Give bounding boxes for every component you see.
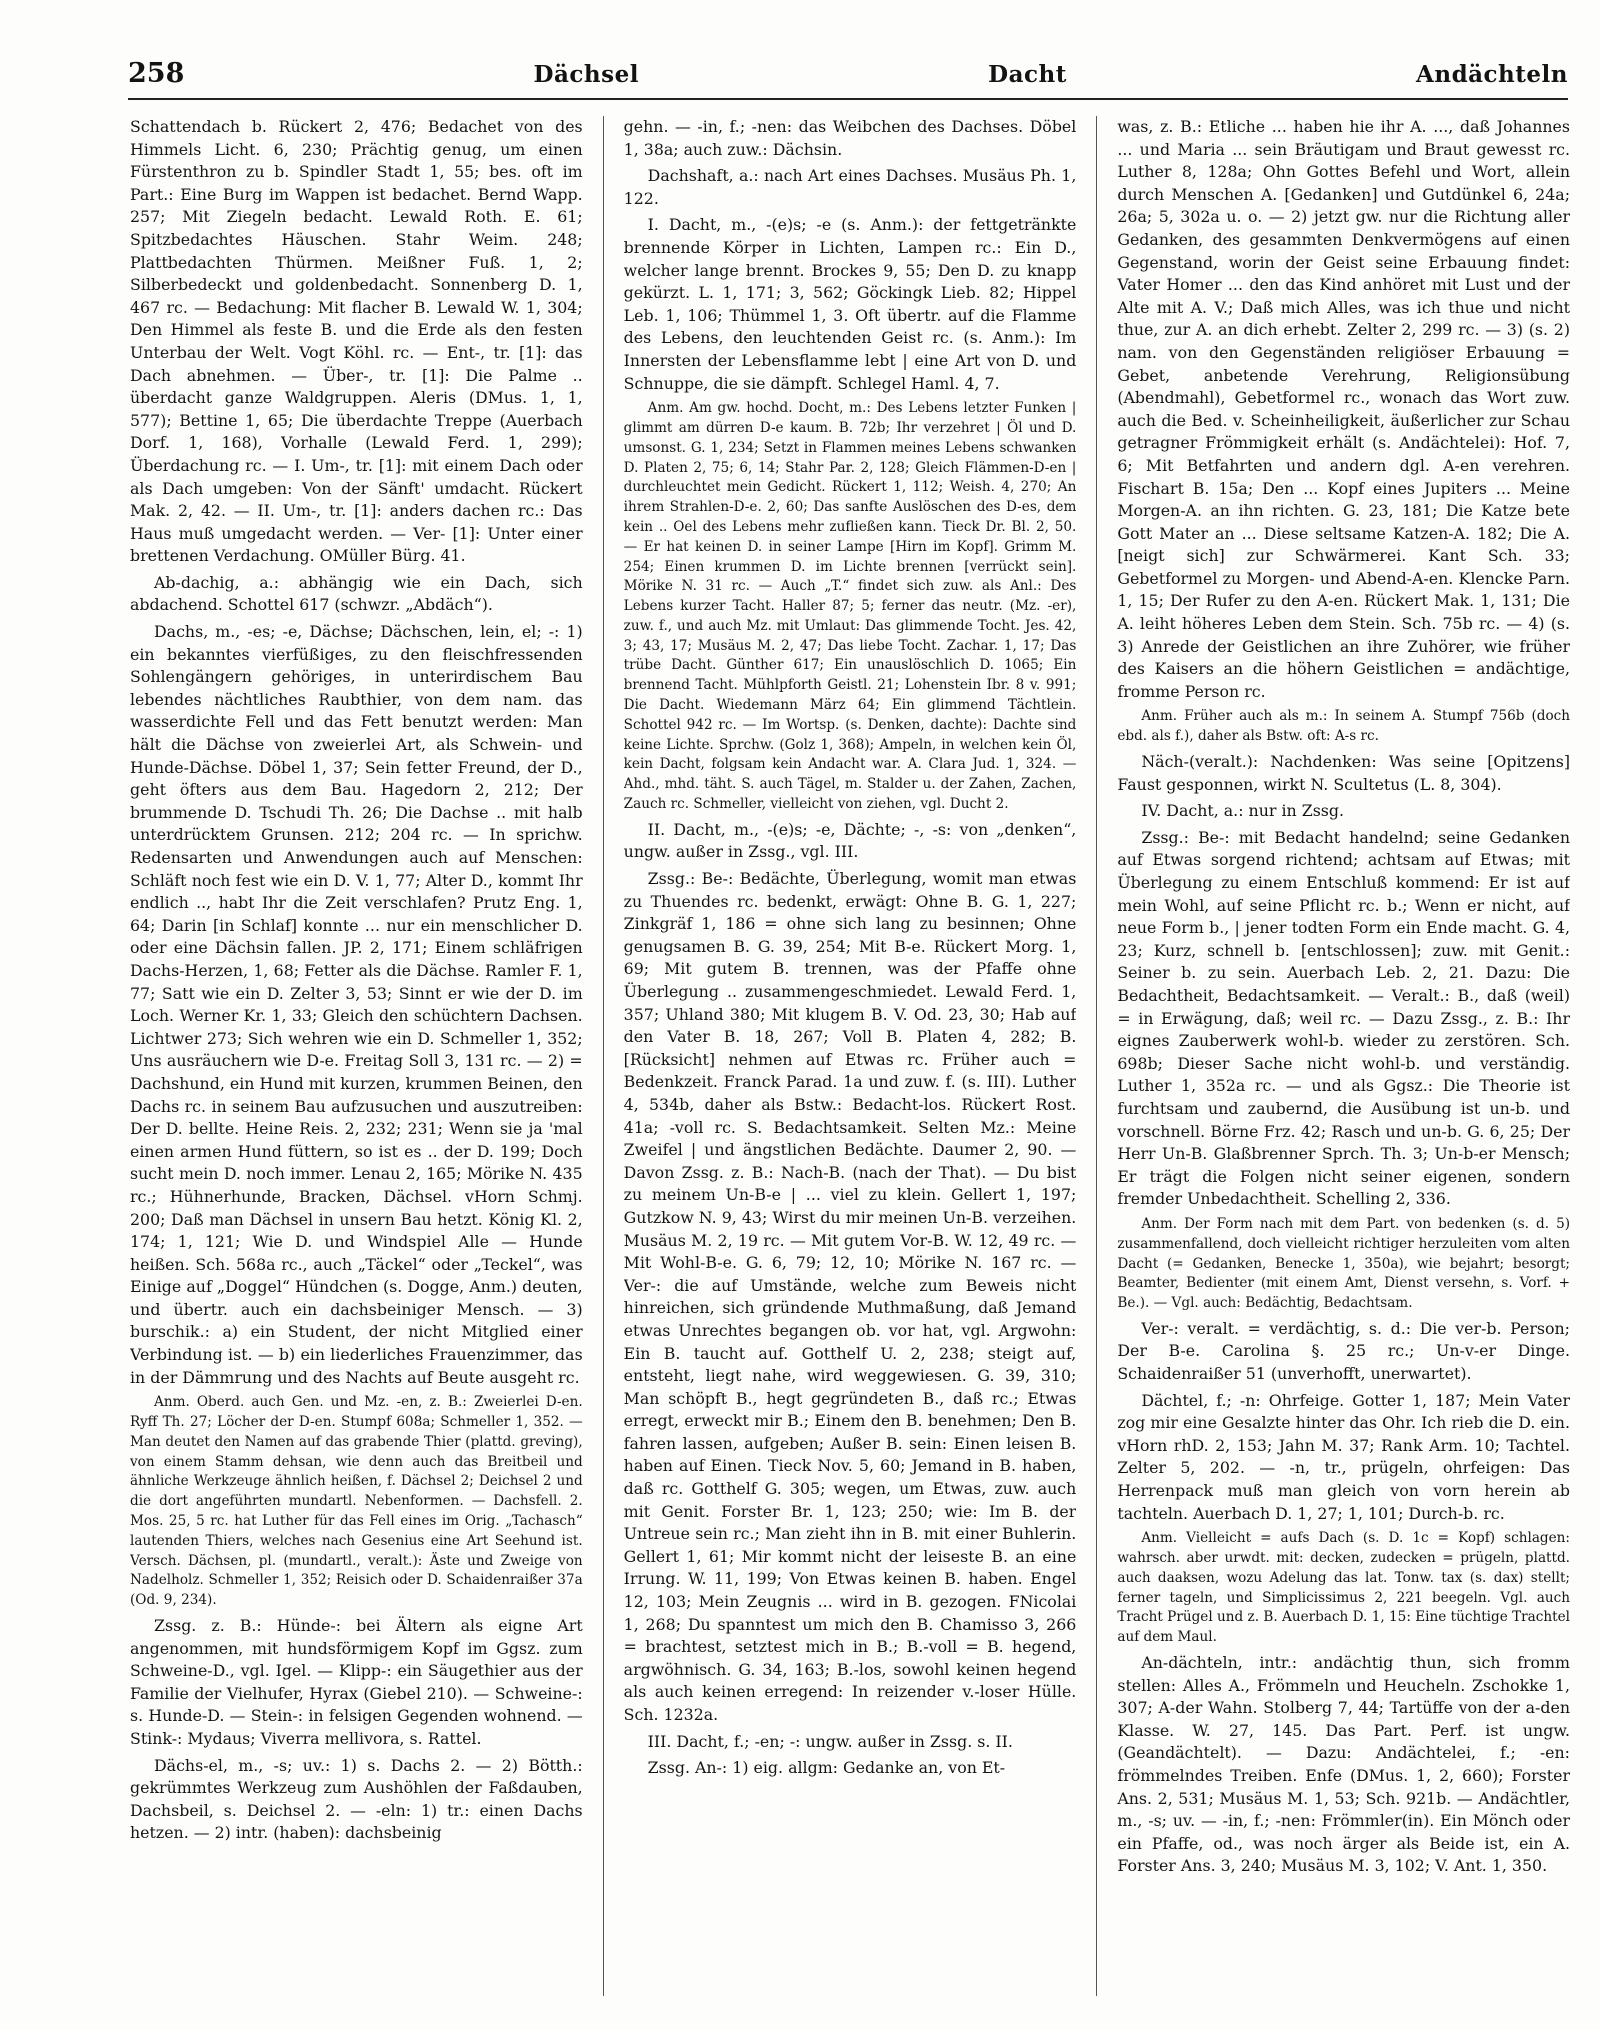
dictionary-entry: Dächs-el, m., -s; uv.: 1) s. Dachs 2. — 2) Bötth.: gekrümmtes Werkzeug zum Aushöhlen der Faßdauben, Dachsbeil, s. Deichsel 2. — -eln: 1) tr.: einen Dachs hetzen. — 2) intr. (haben): dachsbeinig: [130, 1755, 583, 1843]
annotation-note: Anm. Der Form nach mit dem Part. von bedenken (s. d. 5) zusammenfallend, doch vielleicht richtiger herzuleiten vom alten Dacht (= Gedanken, Benecke 1, 350a), wie bejahrt; besorgt; Beamter, Bedienter (mit einem Amt, Dienst versehn, s. Vorf. + Be.). — Vgl. auch: Bedächtig, Bedachtsam.: [1117, 1215, 1571, 1312]
dictionary-entry: III. Dacht, f.; -en; -: ungw. außer in Zssg. s. II.: [647, 1731, 1013, 1751]
dictionary-entry: Dächtel, f.; -n: Ohrfeige. Gotter 1, 187; Mein Vater zog mir eine Gesalzte hinter das Ohr. Ich rieb die D. ein. vHorn rhD. 2, 153; Jahn M. 37; Rank Arm. 10; Tachtel. Zelter 5, 202. — -n, tr., prügeln, ohrfeigen: Das Herrenpack muß man gleich von vorn herein ab tachteln. Auerbach D. 1, 27; 1, 101; Durch-b. rc.: [1117, 1390, 1571, 1523]
entry-continuation: Schattendach b. Rückert 2, 476; Bedachet von des Himmels Licht. 6, 230; Prächtig genug, um einen Fürstenthron zu b. Spindler Stadt 1, 55; bes. oft im Part.: Eine Burg im Wappen ist bedachet. Bernd Wapp. 257; Mit Ziegeln bedacht. Lewald Roth. E. 61; Spitzbedachtes Häuschen. Stahr Weim. 248; Plattbedachten Thürmen. Meißner Fuß. 1, 2; Silberbedeckt und goldenbedacht. Sonnenberg D. 1, 467 rc. — Bedachung: Mit flacher B. Lewald W. 1, 304; Den Himmel als feste B. und die Erde als den festen Unterbau der Welt. Vogt Köhl. rc. — Ent-, tr. [1]: das Dach abnehmen. — Über-, tr. [1]: Die Palme .. überdacht ganze Waldgruppen. Aleris (DMus. 1, 1, 577); Bettine 1, 65; Die überdachte Treppe (Auerbach Dorf. 1, 168), Vorhalle (Lewald Ferd. 1, 299); Überdachung rc. — I. Um-, tr. [1]: mit einem Dach oder als Dach umgeben: Von der Sänft' umdacht. Rückert Mak. 2, 42. — II. Um-, tr. [1]: anders dachen rc.: Das Haus muß umgedacht werden. — Ver- [1]: Unter einer brettenen Verdachung. OMüller Bürg. 41.: [130, 117, 583, 566]
column-middle: [624, 116, 1077, 1996]
dictionary-entry: Zssg.: Be-: mit Bedacht handelnd; seine Gedanken auf Etwas sorgend richtend; achtsam auf Etwas; mit Überlegung zu einem Entschluß kommend: Er ist auf mein Wohl, auf seine Pflicht rc. b.; Wenn er nicht, auf neue Form b., | jener todten Form ein Ende macht. G. 4, 23; Kurz, schnell b. [entschlossen]; zuw. mit Genit.: Seiner b. zu sein. Auerbach Leb. 2, 21. Dazu: Die Bedachtheit, Bedachtsamkeit. — Veralt.: B., daß (weil) = in Erwägung, daß; weil rc. — Dazu Zssg., z. B.: Ihr eignes Zauberwerk wohl-b. wieder zu zerstören. Sch. 698b; Dieser Sache nicht wohl-b. und verständig. Luther 1, 352a rc. — und als Ggsz.: Die Theorie ist furchtsam und zaubernd, die Ausübung ist un-b. und vorschnell. Börne Frz. 42; Rasch und un-b. G. 6, 25; Der Herr Un-B. Glaßbrenner Sprch. Th. 3; Un-b-er Mensch; Er trägt die Folgen nicht seiner eigenen, sondern fremder Unbedachtheit. Schelling 2, 336.: [1117, 827, 1571, 1209]
dictionary-entry: Zssg.: Be-: Bedächte, Überlegung, womit man etwas zu Thuendes rc. bedenkt, erwägt: Ohne B. G. 1, 227; Zinkgräf 1, 186 = ohne sich lang zu besinnen; Ohne genugsamen B. G. 39, 254; Mit B-e. Rückert Morg. 1, 69; Mit gutem B. trennen, was der Pfaffe ohne Überlegung .. zusammengeschmiedet. Lewald Ferd. 1, 357; Uhland 380; Mit klugem B. V. Od. 23, 30; Hab auf den Vater B. 18, 267; Voll B. Platen 4, 282; B. [Rücksicht] nehmen auf Etwas rc. Früher auch = Bedenkzeit. Franck Parad. 1a und zuw. f. (s. III). Luther 4, 534b, daher als Bstw.: Bedacht-los. Rückert Rost. 41a; -voll rc. S. Bedachtsamkeit. Selten Mz.: Meine Zweifel | und ängstlichen Bedächte. Daumer 2, 90. — Davon Zssg. z. B.: Nach-B. (nach der That). — Du bist zu meinem Un-B-e | ... viel zu klein. Gellert 1, 197; Gutzkow N. 9, 43; Wirst du mir meinen Un-B. verzeihen. Musäus M. 2, 19 rc. — Mit gutem Vor-B. W. 12, 49 rc. — Mit Wohl-B-e. G. 6, 79; 12, 10; Mörike N. 167 rc. — Ver-: die auf Umstände, welche zum Beweis nicht hinreichen, sich gründende Muthmaßung, daß Jemand etwas Unrechtes begangen ob. vor hat, vgl. Argwohn: Ein B. taucht auf. Gotthelf U. 2, 238; steigt auf, entsteht, liegt nahe, wird weggewiesen. G. 39, 310; Man schöpft B., hegt gegründeten B., daß rc.; Etwas erregt, erweckt mir B.; Einem den B. benehmen; Den B. fahren lassen, aufgeben; Außer B. sein: Einen leisen B. haben auf Einen. Tieck Nov. 5, 60; Jemand in B. haben, daß rc. Gotthelf G. 305; wegen, um Etwas, zuw. auch mit Genit. Forster Br. 1, 123; 250; wie: Im B. der Untreue sein rc.; Man zieht ihn in B. mit einer Buhlerin. Gellert 1, 61; Mir kommt nicht der leiseste B. an eine Irrung. W. 11, 199; Von Etwas keinen B. haben. Engel 12, 103; Mein Zeugnis ... wird in B. gezogen. FNicolai 1, 268; Du spanntest um mich den B. Chamisso 3, 266 = brachtest, setztest mich in B.; B.-voll = B. hegend, argwöhnisch. G. 34, 163; B.-los, sowohl keinen hegend als auch keinen erregend: In reizender v.-loser Hülle. Sch. 1232a.: [623, 869, 1077, 1725]
annotation-note: Anm. Am gw. hochd. Docht, m.: Des Lebens letzter Funken | glimmt am dürren D-e kaum. B. 72b; Ihr verzehret | Öl und D. umsonst. G. 1, 234; Setzt in Flammen meines Lebens schwanken D. Platen 2, 75; 6, 14; Stahr Par. 2, 128; Gleich Flämmen-D-en | durchleuchtet mein Gedicht. Rückert 1, 112; Weish. 4, 270; An ihrem Strahlen-D-e. 2, 60; Das sanfte Auslöschen des D-es, dem kein .. Oel des Lebens mehr zufließen kann. Tieck Dr. Bl. 2, 50. — Er hat keinen D. in seiner Lampe [Hirn im Kopf]. Grimm M. 254; Einen krummen D. im Lichte brennen [verrückt sein]. Mörike N. 31 rc. — Auch „T.“ findet sich zuw. als Anl.: Des Lebens kurzer Tacht. Haller 87; 5; ferner das neutr. (Mz. -er), zuw. f., und auch Mz. mit Umlaut: Das glimmende Tocht. Jes. 42, 3; 43, 17; Musäus M. 2, 47; Das liebe Tocht. Zachar. 1, 17; Das trübe Dacht. Günther 617; Ein unauslöschlich D. 1065; Ein brennend Tacht. Mühlpforth Geistl. 21; Lohenstein Ibr. 8 v. 991; Die Dacht. Wiedemann März 64; Ein glimmend Tächtlein. Schottel 942 rc. — Im Wortsp. (s. Denken, dachte): Dachte sind keine Lichte. Sprchw. (Golz 1, 368); Ampeln, in welchen kein Öl, kein Dacht, folgsam kein Andacht war. A. Clara Jud. 1, 324. — Ahd., mhd. täht. S. auch Tägel, m. Stalder u. der Zahen, Zachen, Zauch rc. Schmeller, vielleicht von ziehen, vgl. Ducht 2.: [623, 400, 1077, 813]
column-right: [1117, 116, 1570, 1996]
running-head-left: Dächsel: [533, 61, 639, 88]
column-left: [130, 116, 583, 1996]
dictionary-entry: Dachs, m., -es; -e, Dächse; Dächschen, lein, el; -: 1) ein bekanntes vierfüßiges, zu den fleischfressenden Sohlengängern gehöriges, in unterirdischem Bau lebendes nächtliches Raubthier, von dem nam. das wasserdichte Fell und das Fett benutzt werden: Man hält die Dächse von zweierlei Art, als Schwein- und Hunde-Dächse. Döbel 1, 37; Sein fetter Freund, der D., geht öfters aus dem Bau. Hagedorn 2, 212; Der brummende D. Tschudi Th. 26; Die Dachse .. mit halb unterdrücktem Grunsen. 212; 204 rc. — In sprichw. Redensarten und Anwendungen auch auf Menschen: Schläft noch fest wie ein D. V. 1, 77; Alter D., kommt Ihr endlich .., habt Ihr die Zeit verschlafen? Prutz Eng. 1, 64; Darin [in Schlaf] konnte ... nur ein menschlicher D. oder eine Dächsin fallen. JP. 2, 171; Einem schläfrigen Dachs-Herzen, 1, 68; Fetter als die Dächse. Ramler F. 1, 77; Satt wie ein D. Zelter 3, 53; Sinnt er wie der D. im Loch. Werner Kr. 1, 33; Gleich den schüchtern Dachsen. Lichtwer 273; Sich wehren wie ein D. Schmeller 1, 352; Uns ausräuchern wie D-e. Freitag Soll 3, 131 rc. — 2) = Dachshund, ein Hund mit kurzen, krummen Beinen, den Dachs rc. in seinem Bau aufzusuchen und auszutreiben: Der D. bellte. Heine Reis. 2, 232; 231; Wenn sie ja 'mal einen armen Hund füttern, so ist es .. der D. 199; Doch sucht mein D. noch immer. Lenau 2, 165; Mörike N. 435 rc.; Hühnerhunde, Bracken, Dächsel. vHorn Schmj. 200; Daß man Dächsel in unsern Bau hetzt. König Kl. 2, 174; 1, 121; Wie D. und Windspiel Alle — Hunde heißen. Sch. 568a rc., auch „Täckel“ oder „Teckel“, was Einige auf „Doggel“ Hündchen (s. Dogge, Anm.) deuten, und übertr. auch ein dachsbeiniger Mensch. — 3) burschik.: a) ein Student, der nicht Mitglied einer Verbindung ist. — b) ein liederliches Frauenzimmer, das in der Dämmrung und des Nachts auf Beute ausgeht rc.: [130, 622, 583, 1387]
dictionary-entry: Ab-dachig, a.: abhängig wie ein Dach, sich abdachend. Schottel 617 (schwzr. „Abdäch“).: [130, 572, 583, 615]
dictionary-entry: IV. Dacht, a.: nur in Zssg.: [1141, 801, 1345, 821]
entry-continuation: was, z. B.: Etliche ... haben hie ihr A. ..., daß Johannes ... und Maria ... sein Bräutigam und Braut gewesst rc. Luther 8, 128a; Ohn Gottes Befehl und Wort, allein durch Menschen A. [Gedanken] und Gutdünkel 6, 24a; 26a; 5, 302a u. o. — 2) jetzt gw. nur die Richtung aller Gedanken, des gesammten Denkvermögens auf einen Gegenstand, worin der Geist seine Erbauung findet: Vater Homer ... den das Kind anhöret mit Lust und der Alte mit A. V.; Daß mich Alles, was ich thue und nicht thue, zur A. an dich erhebt. Zelter 2, 299 rc. — 3) (s. 2) nam. von den Gegenständen religiöser Erbauung = Gebet, anbetende Verehrung, Religionsübung (Abendmahl), Gebetformel rc., wonach das Wort zuw. auch die Bed. v. Scheinheiligkeit, äußerlicher zur Schau getragner Frömmigkeit erhält (s. Andächtelei): Hof. 7, 6; Mit Betfahrten und andern dgl. A-en verehren. Fischart B. 15a; Den ... Kopf eines Jupiters ... Meine Morgen-A. an ihn richten. G. 23, 181; Die Katze bete Gott Mater an ... Diese seltsame Katzen-A. 182; Die A. [neigt sich] zur Schwärmerei. Kant Sch. 33; Gebetformel zu Morgen- und Abend-A-en. Klencke Parn. 1, 15; Der Rufer zu den A-en. Rückert Mak. 1, 131; Die A. leiht höheres Leben dem Stein. Sch. 75b rc. — 4) (s. 3) Anrede der Geistlichen an ihre Zuhörer, wie früher des Kaisers an die höhern Geistlichen = andächtige, fromme Person rc.: [1117, 117, 1571, 701]
annotation-note: Anm. Früher auch als m.: In seinem A. Stumpf 756b (doch ebd. als f.), daher als Bstw. oft: A-s rc.: [1117, 708, 1571, 745]
dictionary-entry: Ver-: veralt. = verdächtig, s. d.: Die ver-b. Person; Der B-e. Carolina §. 25 rc.; Un-v-er Dinge. Schaidenraißer 51 (unverhofft, unerwartet).: [1117, 1318, 1571, 1384]
dictionary-entry: An-dächteln, intr.: andächtig thun, sich fromm stellen: Alles A., Frömmeln und Heucheln. Zschokke 1, 307; A-der Wahn. Stolberg 7, 44; Tartüffe von der a-den Klasse. W. 27, 145. Das Part. Perf. ist ungw. (Geandächtelt). — Dazu: Andächtelei, f.; -en: frömmelndes Treiben. Enfe (DMus. 1, 2, 660); Forster Ans. 2, 531; Musäus M. 1, 53; Sch. 921b. — Andächtler, m., -s; uv. — -in, f.; -nen: Frömmler(in). Ein Mönch oder ein Pfaffe, od., was noch ärger als Beide ist, ein A. Forster Ans. 3, 240; Musäus M. 3, 102; V. Ant. 1, 350.: [1117, 1653, 1571, 1876]
page-header: [128, 58, 1568, 100]
annotation-note: Anm. Oberd. auch Gen. und Mz. -en, z. B.: Zweierlei D-en. Ryff Th. 27; Löcher der D-en. Stumpf 608a; Schmeller 1, 352. — Man deutet den Namen auf das grabende Thier (plattd. greving), von einem Stamm dehsan, wie denn auch das Breitbeil und ähnliche Werkzeuge ähnlich heißen, f. Dächsel 2; Deichsel 2 und die dort angeführten mundartl. Nebenformen. — Dachsfell. 2. Mos. 25, 5 rc. hat Luther für das Fell eines im Orig. „Tachasch“ lautenden Thiers, welches nach Gesenius eine Art Seehund ist. Versch. Dächsen, pl. (mundartl., veralt.): Äste und Zweige von Nadelholz. Schmeller 1, 352; Reisich oder D. Schaidenraißer 37a (Od. 9, 234).: [130, 1394, 583, 1609]
running-head-right: Andächteln: [1416, 61, 1568, 88]
dictionary-entry: Zssg. An-: 1) eig. allgm: Gedanke an, von Et-: [647, 1758, 1006, 1778]
text-columns: [130, 116, 1570, 1996]
dictionary-entry: Dachshaft, a.: nach Art eines Dachses. Musäus Ph. 1, 122.: [623, 166, 1077, 208]
column-divider: [1096, 116, 1097, 1996]
dictionary-entry: II. Dacht, m., -(e)s; -e, Dächte; -, -s: von „denken“, ungw. außer in Zssg., vgl. III.: [623, 819, 1077, 862]
dictionary-entry: Zssg. z. B.: Hünde-: bei Ältern als eigne Art angenommen, mit hundsförmigem Kopf im Ggsz. zum Schweine-D., vgl. Igel. — Klipp-: ein Säugethier aus der Familie der Vielhufer, Hyrax (Giebel 210). — Schweine-: s. Hunde-D. — Stein-: in felsigen Gegenden wohnend. — Stink-: Mydaus; Viverra mellivora, s. Rattel.: [130, 1616, 583, 1748]
annotation-note: Anm. Vielleicht = aufs Dach (s. D. 1c = Kopf) schlagen: wahrsch. aber urwdt. mit: decken, zudecken = prügeln, plattd. auch daaksen, wozu Adelung das lat. Tonw. tax (s. dax) stellt; ferner tageln, und Simplicissimus 2, 221 beegeln. Vgl. auch Tracht Prügel und z. B. Auerbach D. 1, 15: Eine tüchtige Trachtel auf dem Maul.: [1117, 1530, 1571, 1646]
entry-continuation: gehn. — -in, f.; -nen: das Weibchen des Dachses. Döbel 1, 38a; auch zuw.: Dächsin.: [623, 117, 1077, 159]
dictionary-entry: I. Dacht, m., -(e)s; -e (s. Anm.): der fettgetränkte brennende Körper in Lichten, Lampen rc.: Ein D., welcher lange brennt. Brockes 9, 55; Den D. zu knapp gekürzt. L. 1, 171; 3, 562; Göckingk Lieb. 82; Hippel Leb. 1, 106; Thümmel 1, 3. Oft übertr. auf die Flamme des Lebens, den leuchtenden Geist rc. (s. Anm.): Im Innersten der Lebensflamme lebt | eine Art von D. und Schnuppe, die sie dämpft. Schlegel Haml. 4, 7.: [623, 215, 1077, 393]
column-divider: [603, 116, 604, 1996]
page-number: 258: [128, 58, 185, 89]
running-head-center: Dacht: [988, 61, 1067, 88]
dictionary-entry: Näch-(veralt.): Nachdenken: Was seine [Opitzens] Faust gesponnen, wirkt N. Scultetus (L. 8, 304).: [1117, 752, 1571, 794]
